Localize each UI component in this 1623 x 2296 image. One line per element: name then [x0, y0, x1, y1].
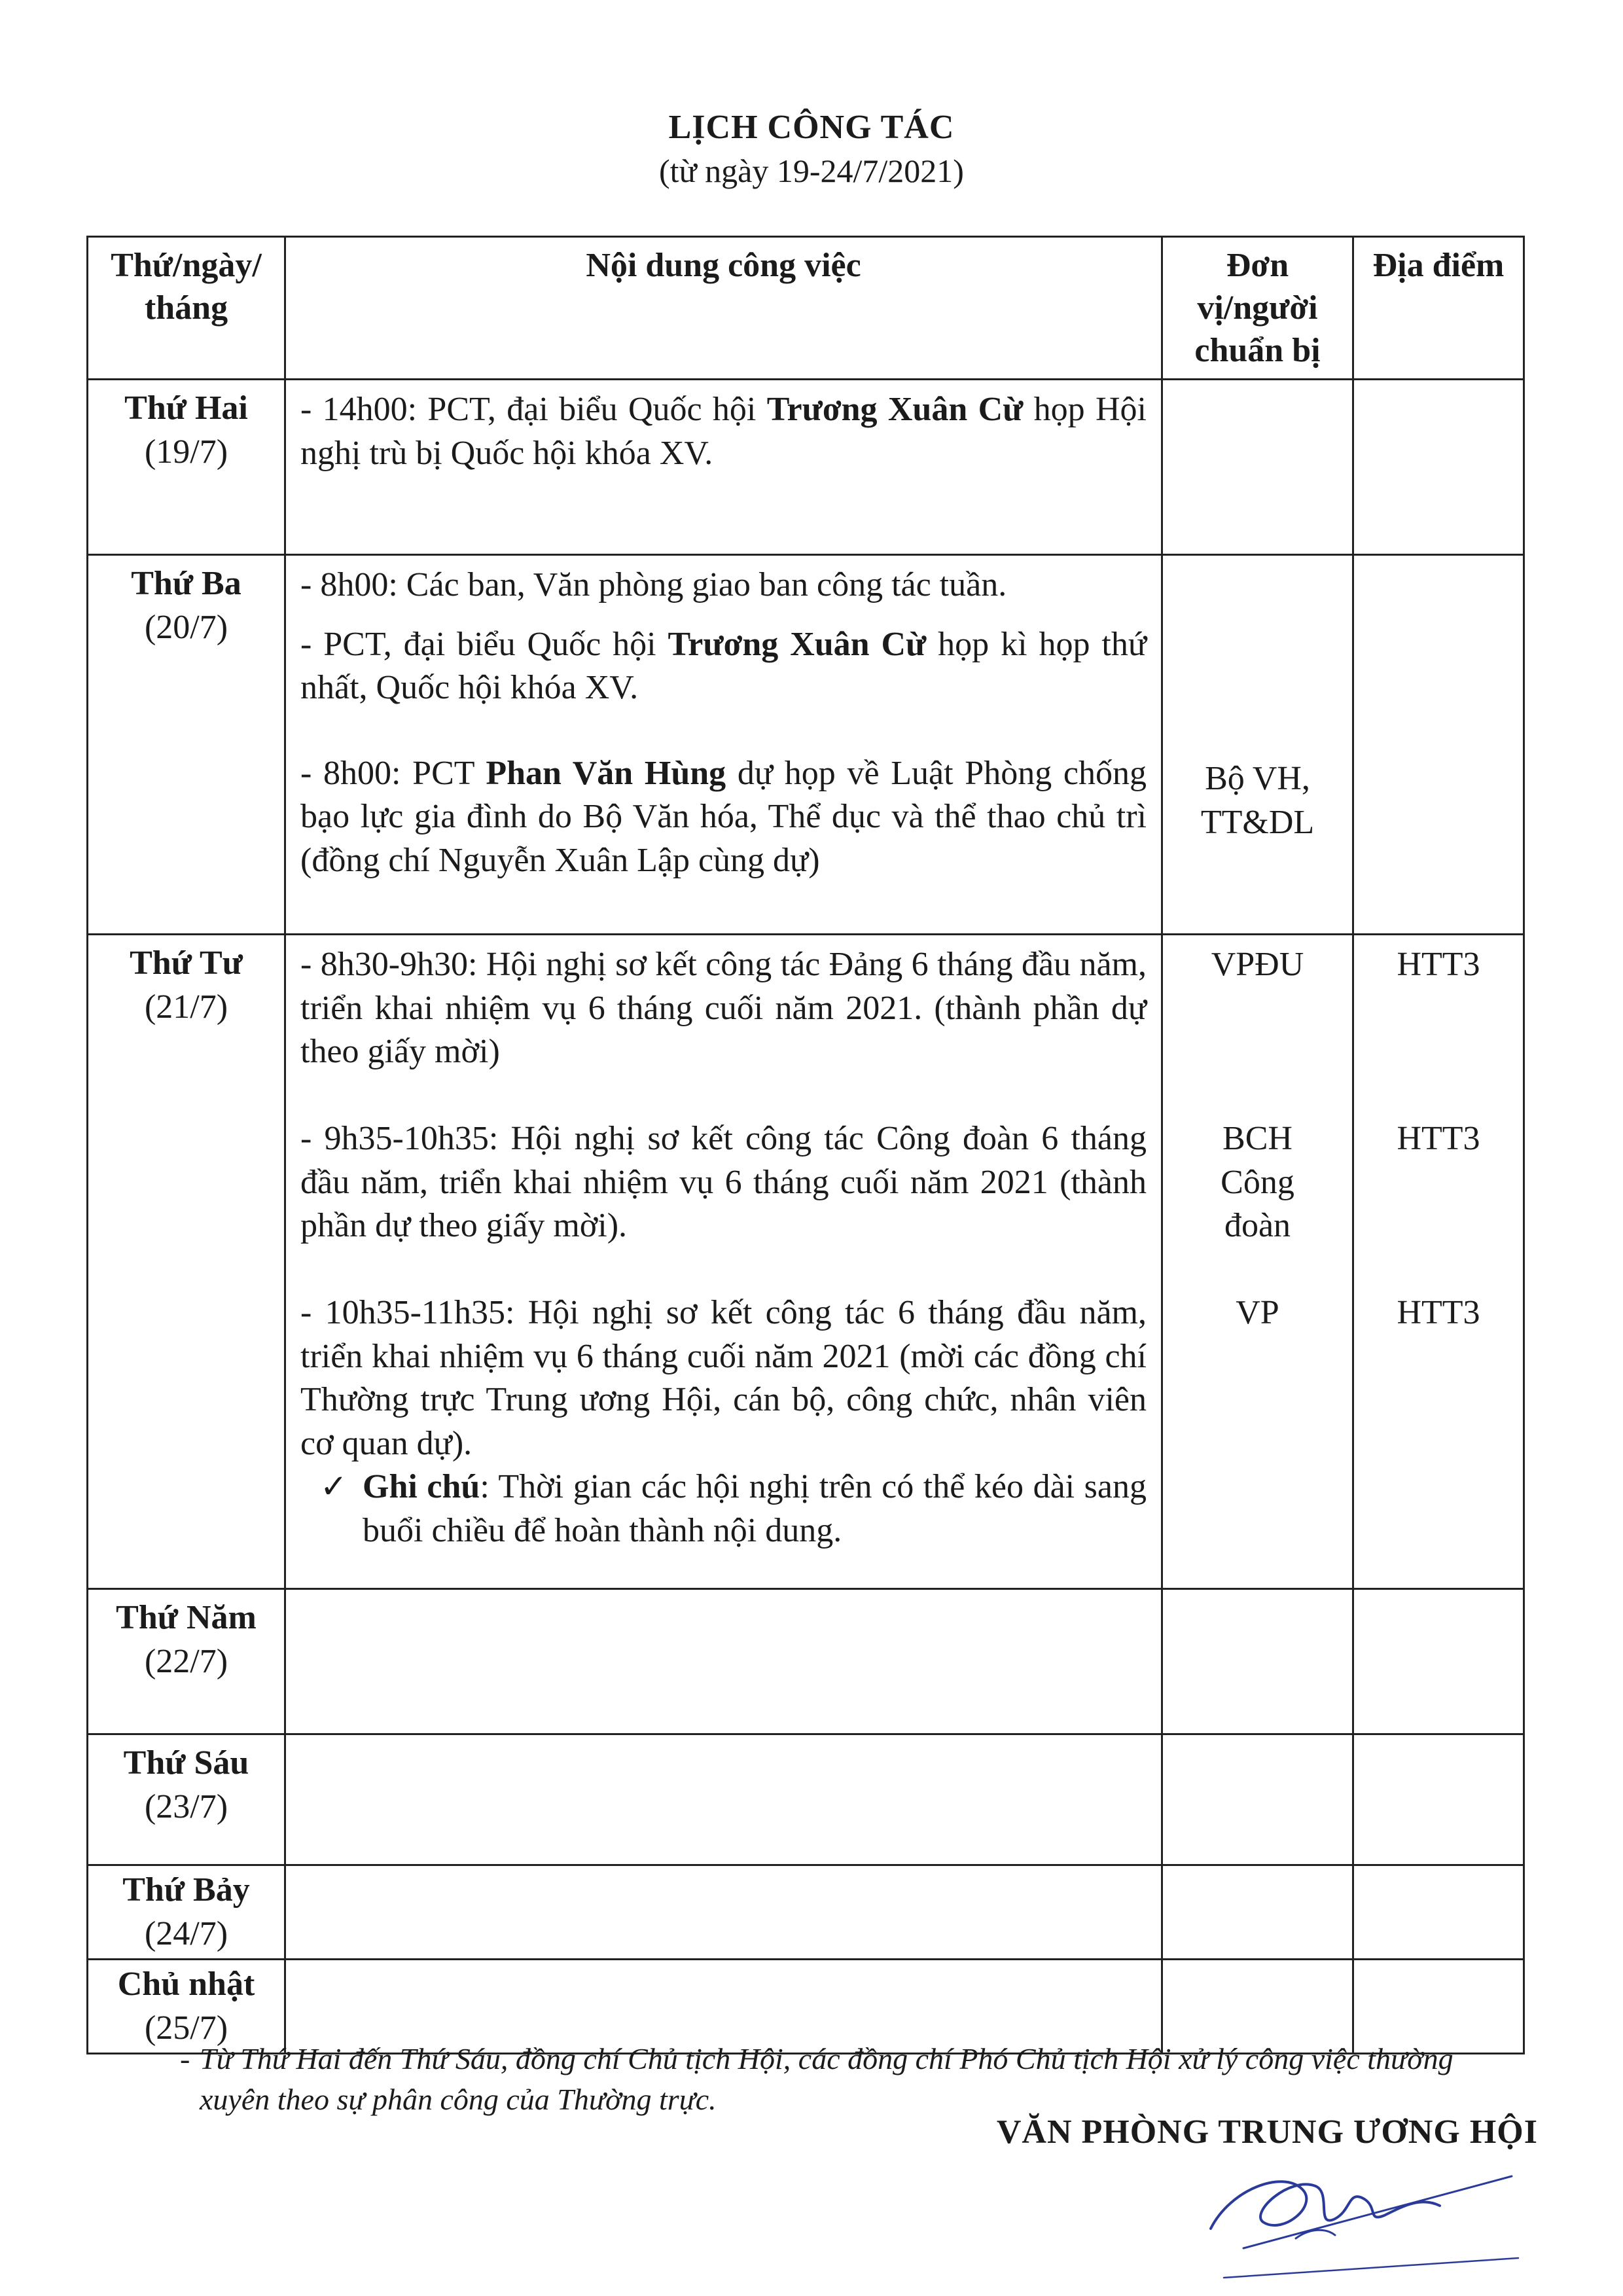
place-cell: [1353, 1865, 1524, 1960]
place-label: HTT3: [1397, 1120, 1480, 1157]
day-name: Thứ Ba: [131, 565, 241, 602]
schedule-table: [86, 236, 1525, 2054]
table-row: [88, 555, 1524, 935]
task-item: - 8h00: Các ban, Văn phòng giao ban công tác tuần.: [300, 566, 1007, 603]
day-name: Thứ Hai: [124, 389, 248, 427]
content-cell: [285, 1865, 1162, 1960]
day-date: (25/7): [144, 2009, 228, 2047]
column-header-unit: Đơn vị/người chuẩn bị: [1162, 237, 1353, 380]
unit-cell: [1162, 380, 1353, 555]
task-item: - 8h00: PCT Phan Văn Hùng dự họp về Luật Phòng chống bạo lực gia đình do Bộ Văn hóa, Thể dục và thể thao chủ trì (đồng chí Nguyễn Xuân Lập cùng dự): [300, 754, 1147, 879]
column-header-place: Địa điểm: [1353, 237, 1524, 380]
day-cell: [88, 1589, 285, 1734]
unit-cell: [1162, 1589, 1353, 1734]
task-item: - PCT, đại biểu Quốc hội Trương Xuân Cừ họp kì họp thứ nhất, Quốc hội khóa XV.: [300, 625, 1147, 707]
issuing-office: VĂN PHÒNG TRUNG ƯƠNG HỘI: [996, 2113, 1538, 2151]
day-date: (19/7): [144, 433, 228, 471]
unit-cell: [1162, 1865, 1353, 1960]
day-name: Thứ Bảy: [122, 1871, 250, 1909]
day-name: Chủ nhật: [117, 1965, 255, 2003]
note-block: [300, 1465, 1147, 1552]
day-date: (20/7): [144, 608, 228, 646]
day-cell: [88, 555, 285, 935]
content-cell: [285, 555, 1162, 935]
table-row: [88, 935, 1524, 1589]
unit-cell: [1162, 1734, 1353, 1865]
place-label: HTT3: [1397, 946, 1480, 983]
column-header-content: Nội dung công việc: [285, 237, 1162, 380]
table-row: [88, 1589, 1524, 1734]
checkmark-icon: ✓: [320, 1467, 348, 1506]
table-row: [88, 380, 1524, 555]
handwritten-signature: [1204, 2150, 1544, 2281]
content-cell: [285, 1734, 1162, 1865]
day-name: Thứ Sáu: [123, 1744, 249, 1782]
place-cell: [1353, 380, 1524, 555]
person-name: Trương Xuân Cừ: [766, 391, 1024, 428]
content-cell: [285, 1589, 1162, 1734]
person-name: Trương Xuân Cừ: [668, 625, 927, 663]
table-row: [88, 1734, 1524, 1865]
task-item: - 9h35-10h35: Hội nghị sơ kết công tác Công đoàn 6 tháng đầu năm, triển khai nhiệm vụ 6 tháng cuối năm 2021 (thành phần dự theo giấy mời).: [300, 1120, 1147, 1245]
day-name: Thứ Tư: [130, 944, 243, 982]
place-cell: [1353, 1734, 1524, 1865]
unit-label: BCH Công đoàn: [1221, 1120, 1294, 1245]
unit-label: VPĐU: [1211, 946, 1304, 983]
unit-label: VP: [1236, 1294, 1279, 1331]
day-date: (24/7): [144, 1914, 228, 1952]
column-header-day: Thứ/ngày/ tháng: [88, 237, 285, 380]
table-row: [88, 1865, 1524, 1960]
day-cell: [88, 935, 285, 1589]
day-cell: [88, 1865, 285, 1960]
header-row: [88, 237, 1524, 380]
unit-cell: [1162, 555, 1353, 935]
unit-cell: [1162, 935, 1353, 1589]
task-item: - 8h30-9h30: Hội nghị sơ kết công tác Đảng 6 tháng đầu năm, triển khai nhiệm vụ 6 tháng cuối năm 2021. (thành phần dự theo giấy mời): [300, 946, 1147, 1071]
person-name: Phan Văn Hùng: [486, 754, 726, 792]
day-date: (22/7): [144, 1642, 228, 1680]
footnote-text: Từ Thứ Hai đến Thứ Sáu, đồng chí Chủ tịch Hội, các đồng chí Phó Chủ tịch Hội xử lý công việc thường xuyên theo sự phân công của Thường trực.: [200, 2042, 1454, 2117]
content-cell: [285, 935, 1162, 1589]
document-subtitle: (từ ngày 19-24/7/2021): [659, 152, 964, 189]
place-cell: [1353, 555, 1524, 935]
place-label: HTT3: [1397, 1294, 1480, 1331]
task-item: - 14h00: PCT, đại biểu Quốc hội Trương Xuân Cừ họp Hội nghị trù bị Quốc hội khóa XV.: [300, 391, 1147, 472]
day-cell: [88, 1734, 285, 1865]
unit-label: Bộ VH, TT&DL: [1200, 760, 1315, 841]
note-label: Ghi chú: [363, 1468, 480, 1506]
day-date: (23/7): [144, 1787, 228, 1825]
content-cell: [285, 380, 1162, 555]
task-item: - 10h35-11h35: Hội nghị sơ kết công tác 6 tháng đầu năm, triển khai nhiệm vụ 6 tháng cuối năm 2021 (mời các đồng chí Thường trực Trung ương Hội, cán bộ, công chức, nhân viên cơ quan dự).: [300, 1294, 1147, 1462]
note-text: : Thời gian các hội nghị trên có thể kéo dài sang buổi chiều để hoàn thành nội dung.: [363, 1468, 1147, 1549]
document-title: LỊCH CÔNG TÁC: [668, 109, 955, 146]
day-cell: [88, 380, 285, 555]
place-cell: [1353, 1589, 1524, 1734]
footnote: [180, 2039, 1505, 2120]
footnote-dash: -: [180, 2042, 190, 2075]
place-cell: [1353, 935, 1524, 1589]
day-date: (21/7): [144, 988, 228, 1026]
day-name: Thứ Năm: [116, 1599, 257, 1636]
